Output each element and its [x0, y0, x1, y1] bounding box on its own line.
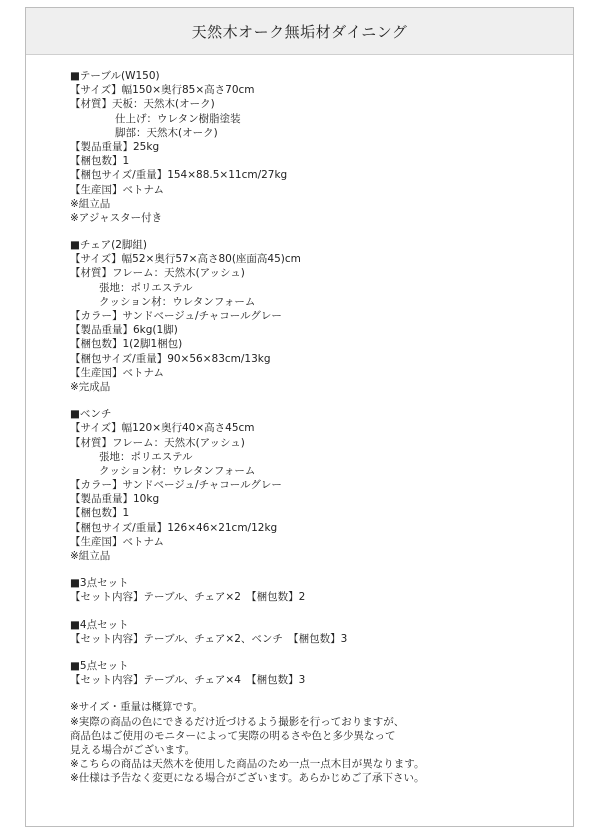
chair-cushion: クッション材：ウレタンフォーム: [99, 295, 256, 308]
notes-section: [70, 700, 563, 785]
chair-packages: 【梱包数】1(2脚1梱包): [70, 338, 183, 351]
chair-section: [70, 238, 563, 394]
chair-upholstery: 張地：ポリエステル: [99, 281, 193, 294]
table-note-adjuster: ※アジャスター付き: [70, 211, 163, 224]
chair-material: 【材質】フレーム：天然木(アッシュ): [70, 267, 245, 280]
set3-heading: ■3点セット: [70, 577, 129, 590]
table-section: [70, 69, 563, 225]
bench-section: [70, 407, 563, 563]
note-line: 商品色はご使用のモニターによって実際の明るさや色と多少異なって: [70, 729, 396, 742]
page-title: 天然木オーク無垢材ダイニング: [26, 8, 573, 55]
set5-section: [70, 659, 563, 687]
chair-pack-size: 【梱包サイズ/重量】90×56×83cm/13kg: [70, 352, 271, 365]
bench-pack-size: 【梱包サイズ/重量】126×46×21cm/12kg: [70, 521, 278, 534]
bench-packages: 【梱包数】1: [70, 507, 130, 520]
bench-cushion: クッション材：ウレタンフォーム: [99, 464, 256, 477]
bench-origin: 【生産国】ベトナム: [70, 535, 164, 548]
table-size: 【サイズ】幅150×奥行85×高さ70cm: [70, 84, 255, 97]
set5-contents: 【セット内容】テーブル、チェア×4 【梱包数】3: [70, 674, 306, 687]
table-packages: 【梱包数】1: [70, 155, 130, 168]
table-weight: 【製品重量】25kg: [70, 140, 160, 153]
note-line: ※実際の商品の色にできるだけ近づけるよう撮影を行っておりますが、: [70, 715, 405, 728]
note-line: ※仕様は予告なく変更になる場合がございます。あらかじめご了承下さい。: [70, 772, 425, 785]
set5-heading: ■5点セット: [70, 659, 129, 672]
table-note-assembly: ※組立品: [70, 197, 111, 210]
table-legs: 脚部：天然木(オーク): [115, 126, 218, 139]
note-line: 見える場合がございます。: [70, 743, 196, 756]
set4-heading: ■4点セット: [70, 618, 129, 631]
chair-heading: ■チェア(2脚組): [70, 239, 147, 252]
chair-note-complete: ※完成品: [70, 380, 111, 393]
spec-body: [70, 69, 563, 785]
table-origin: 【生産国】ベトナム: [70, 183, 164, 196]
set3-section: [70, 576, 563, 604]
chair-weight: 【製品重量】6kg(1脚): [70, 324, 178, 337]
set4-contents: 【セット内容】テーブル、チェア×2、ベンチ 【梱包数】3: [70, 632, 348, 645]
chair-origin: 【生産国】ベトナム: [70, 366, 164, 379]
set4-section: [70, 618, 563, 646]
bench-heading: ■ベンチ: [70, 408, 112, 421]
table-material: 【材質】天板：天然木(オーク): [70, 98, 215, 111]
bench-color: 【カラー】サンドベージュ/チャコールグレー: [70, 479, 282, 492]
note-line: ※サイズ・重量は概算です。: [70, 701, 204, 714]
chair-color: 【カラー】サンドベージュ/チャコールグレー: [70, 310, 282, 322]
table-finish: 仕上げ：ウレタン樹脂塗装: [115, 112, 241, 125]
bench-weight: 【製品重量】10kg: [70, 493, 160, 506]
table-heading: ■テーブル(W150): [70, 70, 160, 82]
bench-upholstery: 張地：ポリエステル: [99, 450, 193, 463]
set3-contents: 【セット内容】テーブル、チェア×2 【梱包数】2: [70, 591, 306, 604]
bench-note-assembly: ※組立品: [70, 550, 111, 562]
note-line: ※こちらの商品は天然木を使用した商品のため一点一点木目が異なります。: [70, 758, 425, 771]
table-pack-size: 【梱包サイズ/重量】154×88.5×11cm/27kg: [70, 169, 288, 182]
bench-material: 【材質】フレーム：天然木(アッシュ): [70, 436, 245, 449]
chair-size: 【サイズ】幅52×奥行57×高さ80(座面高45)cm: [70, 253, 301, 266]
bench-size: 【サイズ】幅120×奥行40×高さ45cm: [70, 422, 255, 435]
spec-panel: [25, 7, 574, 827]
